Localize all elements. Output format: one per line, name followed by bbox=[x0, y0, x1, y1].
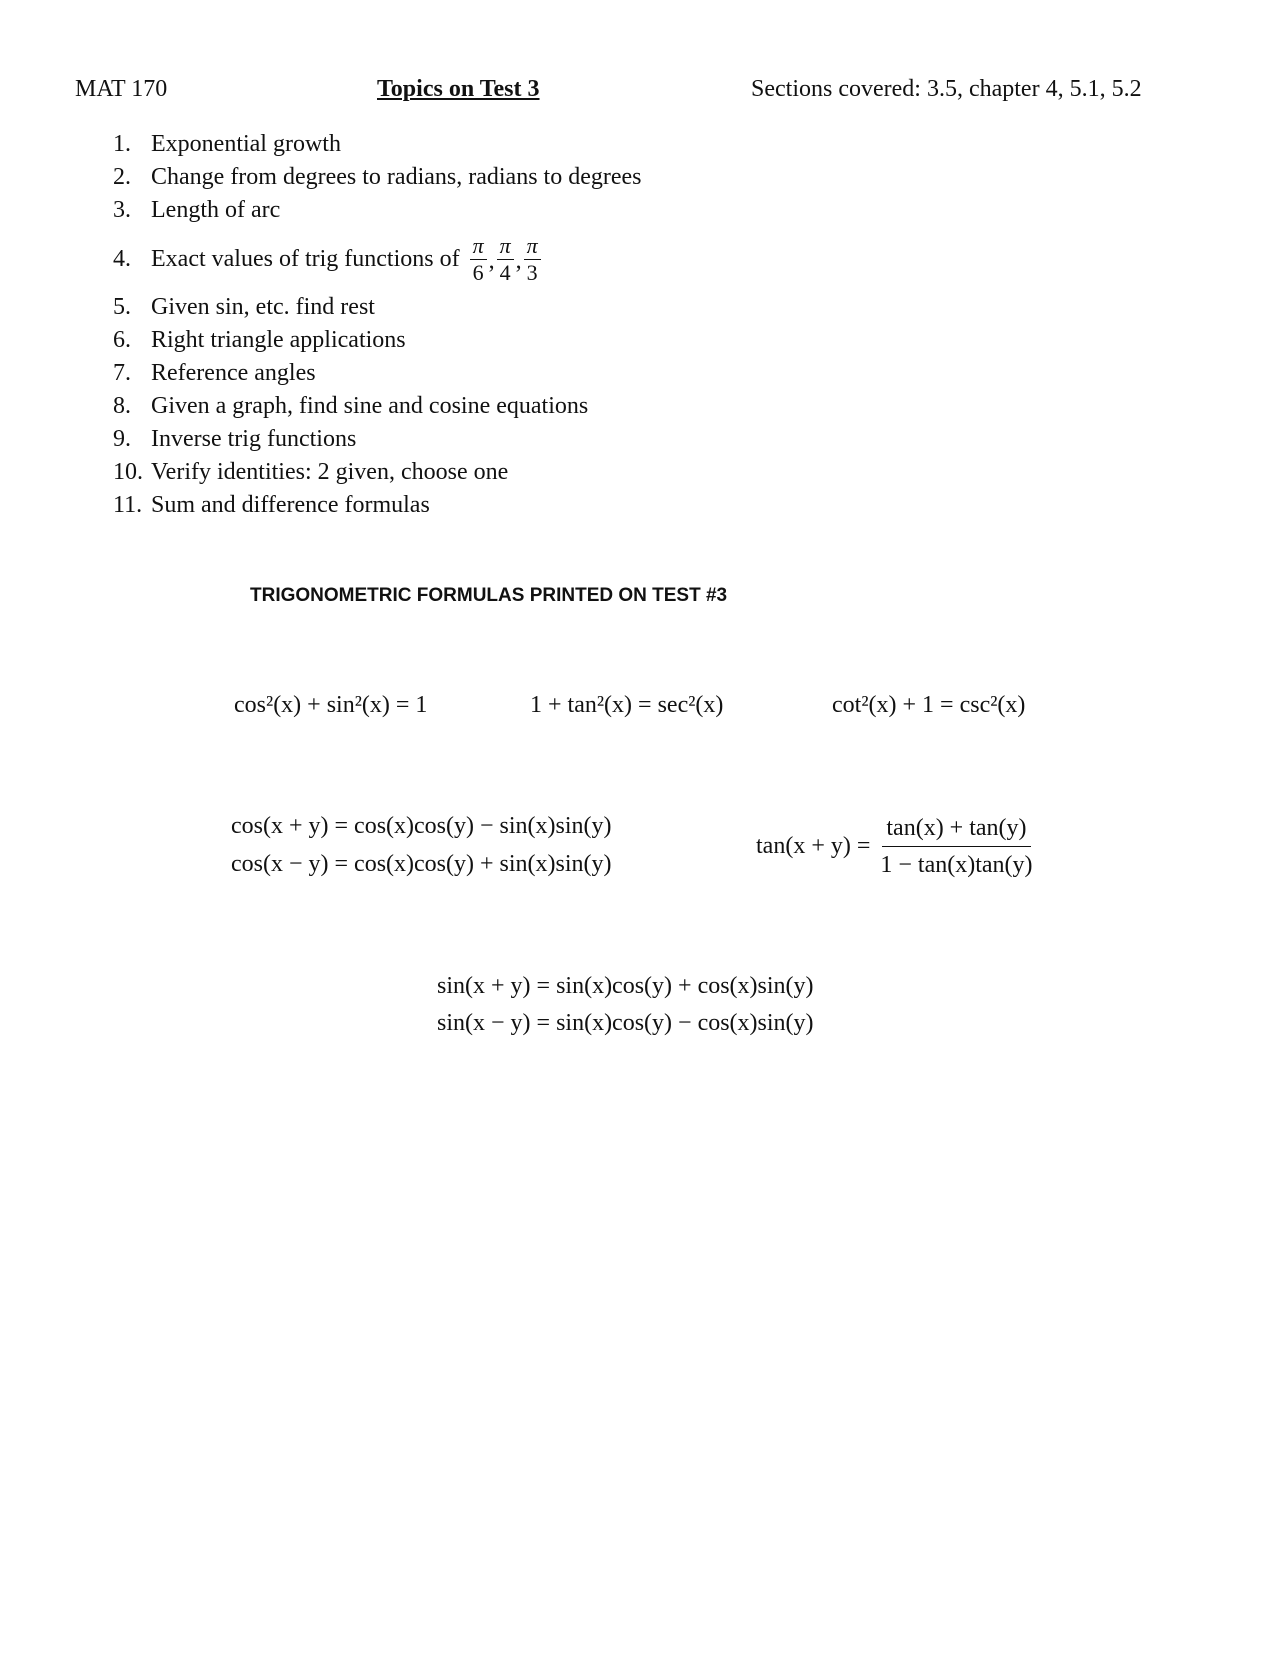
tan-sum-formula bbox=[756, 812, 1037, 881]
fraction-numerator: π bbox=[524, 233, 541, 260]
tan-sum-fraction bbox=[876, 812, 1036, 881]
fraction-separator: , bbox=[515, 247, 522, 274]
topic-item bbox=[113, 128, 642, 161]
sin-sum-formula: sin(x + y) = sin(x)cos(y) + cos(x)sin(y) bbox=[437, 973, 814, 999]
tan-sum-denominator: 1 − tan(x)tan(y) bbox=[880, 852, 1033, 878]
fraction-numerator: π bbox=[470, 233, 487, 260]
page-title: Topics on Test 3 bbox=[377, 76, 540, 102]
topic-item bbox=[113, 390, 642, 423]
topic-number: 3. bbox=[113, 197, 131, 223]
topic-item bbox=[113, 456, 642, 489]
topic-text: Reference angles bbox=[151, 360, 316, 386]
topic-number: 1. bbox=[113, 131, 131, 157]
topic-text: Verify identities: 2 given, choose one bbox=[151, 459, 509, 485]
topic-text: Exponential growth bbox=[151, 131, 341, 157]
topic-item bbox=[113, 357, 642, 390]
cos-difference-formula: cos(x − y) = cos(x)cos(y) + sin(x)sin(y) bbox=[231, 851, 612, 877]
pythagorean-identity-1: cos²(x) + sin²(x) = 1 bbox=[234, 692, 428, 718]
topic-number: 2. bbox=[113, 164, 131, 190]
pythagorean-identity-2: 1 + tan²(x) = sec²(x) bbox=[530, 692, 724, 718]
fraction-pi-over-6 bbox=[470, 233, 487, 286]
fraction-denominator: 3 bbox=[526, 259, 538, 285]
fraction-separator: , bbox=[488, 247, 495, 274]
fraction-pi-over-4 bbox=[497, 233, 514, 286]
pythagorean-identity-3: cot²(x) + 1 = csc²(x) bbox=[832, 692, 1026, 718]
fraction-denominator: 6 bbox=[472, 259, 484, 285]
tan-sum-lhs: tan(x + y) = bbox=[756, 833, 871, 859]
topic-text: Given a graph, find sine and cosine equations bbox=[151, 393, 589, 419]
topic-number: 7. bbox=[113, 360, 131, 386]
topic-text: Length of arc bbox=[151, 197, 281, 223]
topic-number: 8. bbox=[113, 393, 131, 419]
topic-text: Change from degrees to radians, radians to degrees bbox=[151, 164, 642, 190]
sections-covered: Sections covered: 3.5, chapter 4, 5.1, 5.2 bbox=[751, 76, 1142, 102]
topic-item bbox=[113, 194, 642, 227]
topic-text: Exact values of trig functions of bbox=[151, 245, 460, 272]
topics-list bbox=[113, 128, 642, 522]
fraction-pi-over-3 bbox=[524, 233, 541, 286]
cos-sum-formula: cos(x + y) = cos(x)cos(y) − sin(x)sin(y) bbox=[231, 813, 612, 839]
topic-number: 10. bbox=[113, 459, 143, 485]
topic-text: Right triangle applications bbox=[151, 327, 406, 353]
topic-item bbox=[113, 227, 642, 291]
topic-item bbox=[113, 489, 642, 522]
topic-text: Sum and difference formulas bbox=[151, 492, 430, 518]
topic-item bbox=[113, 324, 642, 357]
sin-difference-formula: sin(x − y) = sin(x)cos(y) − cos(x)sin(y) bbox=[437, 1010, 814, 1036]
topic-number: 6. bbox=[113, 327, 131, 353]
formulas-heading: TRIGONOMETRIC FORMULAS PRINTED ON TEST #3 bbox=[250, 585, 728, 606]
topic-number: 9. bbox=[113, 426, 131, 452]
course-code: MAT 170 bbox=[75, 76, 168, 102]
topic-item bbox=[113, 291, 642, 324]
topic-text: Given sin, etc. find rest bbox=[151, 294, 375, 320]
topic-number: 4. bbox=[113, 245, 131, 272]
topic-item bbox=[113, 423, 642, 456]
topic-number: 5. bbox=[113, 294, 131, 320]
tan-sum-numerator: tan(x) + tan(y) bbox=[882, 812, 1030, 847]
fraction-denominator: 4 bbox=[499, 259, 511, 285]
topic-item bbox=[113, 161, 642, 194]
topic-number: 11. bbox=[113, 492, 143, 518]
exact-value-fractions bbox=[470, 233, 541, 286]
fraction-numerator: π bbox=[497, 233, 514, 260]
topic-text: Inverse trig functions bbox=[151, 426, 357, 452]
